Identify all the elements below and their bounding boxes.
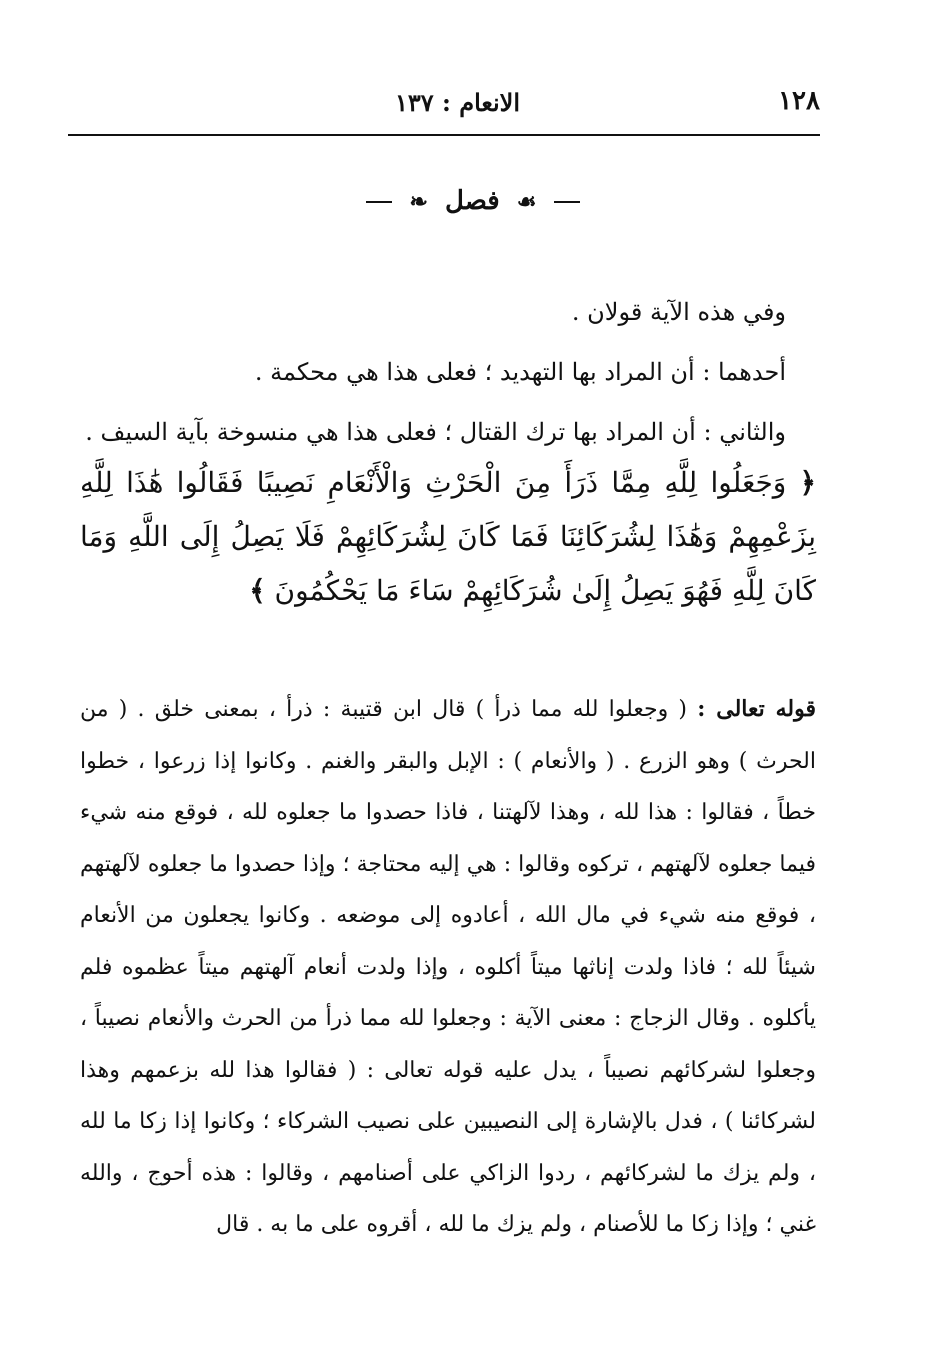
verse-text: وَجَعَلُوا لِلَّهِ مِمَّا ذَرَأَ مِنَ الْحَرْثِ وَالْأَنْعَامِ نَصِيبًا فَقَالُوا هَٰذَا لِلَّهِ بِزَعْمِهِمْ وَهَٰذَا لِشُرَكَائِنَا فَمَا كَانَ لِشُرَكَائِهِمْ فَلَا يَصِلُ إِلَى اللَّهِ وَمَا كَانَ لِلَّهِ فَهُوَ يَصِلُ إِلَىٰ شُرَكَائِهِمْ سَاءَ مَا يَحْكُمُونَ [80,466,816,607]
section-heading [0,186,946,216]
intro-line-2: أحدهما : أن المراد بها التهديد ؛ فعلى هذا هي محكمة . [254,358,786,386]
ornament-line-right [554,201,580,203]
intro-line-3: والثاني : أن المراد بها ترك القتال ؛ فعلى هذا هي منسوخة بآية السيف . [85,418,786,446]
quran-verse [80,456,816,618]
commentary-paragraph [80,684,816,1251]
commentary-text: ( وجعلوا لله مما ذرأ ) قال ابن قتيبة : ذرأ ، بمعنى خلق . ( من الحرث ) وهو الزرع . ( والأنعام ) : الإبل والبقر والغنم . وكانوا إذا زرعوا ، خطوا خطاً ، فقالوا : هذا لله ، وهذا لآلهتنا ، فاذا حصدوا ما جعلوه لله ، فوقع منه شيء فيما جعلوه لآلهتهم ، تركوه وقالوا : هي إليه محتاجة ؛ وإذا حصدوا ما جعلوه لآلهتهم ، فوقع منه شيء في مال الله ، أعادوه إلى موضعه . وكانوا يجعلون من الأنعام شيئاً لله ؛ فاذا ولدت إناثها ميتاً أكلوه ، وإذا ولدت أنعام آلهتهم ميتاً عظموه فلم يأكلوه . وقال الزجاج : معنى الآية : وجعلوا لله مما ذرأ من الحرث والأنعام نصيباً ، وجعلوا لشركائهم نصيباً ، يدل عليه قوله تعالى : ( فقالوا هذا لله بزعمهم وهذا لشركائنا ) ، فدل بالإشارة إلى النصيبين على نصيب الشركاء ؛ وكانوا إذا زكا ما لله ، ولم يزك ما لشركائهم ، ردوا الزاكي على أصنامهم ، وقالوا : هذه أحوج ، والله غني ؛ وإذا زكا ما للأصنام ، ولم يزك ما لله ، أقروه على ما به . قال [80,697,816,1237]
intro-line-1: وفي هذه الآية قولان . [571,298,786,326]
page-number: ١٢٨ [778,86,820,116]
ornament-line-left [366,201,392,203]
section-title: فصل [445,186,500,216]
ornament-right-icon: ☙ [516,189,537,215]
verse-open-bracket: ﴿ [799,466,816,499]
running-head: الانعام : ١٣٧ [394,88,520,117]
page-header [68,86,820,130]
verse-close-bracket: ﴾ [249,574,266,607]
header-rule [68,134,820,136]
ornament-left-icon: ❧ [409,189,428,215]
commentary-lead: قوله تعالى : [697,696,816,722]
intro-paragraphs [80,282,786,462]
